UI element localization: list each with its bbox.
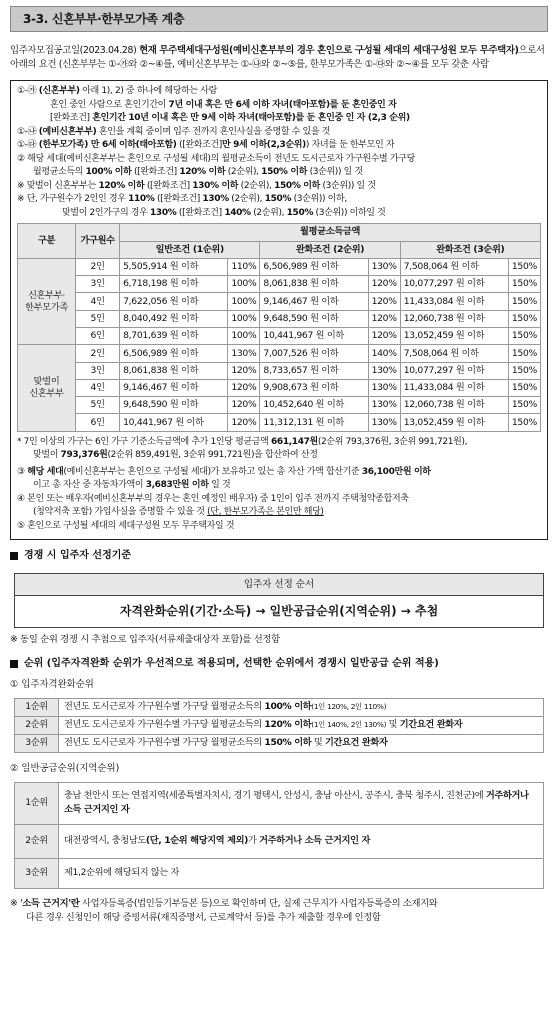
table-row <box>18 414 541 431</box>
income-cell: 8,733,657 원 이하 <box>260 362 368 379</box>
percent-cell: 120% <box>368 293 400 310</box>
percent-cell: 120% <box>228 397 260 414</box>
section-title-bar <box>10 6 548 32</box>
percent-cell: 100% <box>228 293 260 310</box>
income-cell: 5,505,914 원 이하 <box>120 258 228 275</box>
cond-line: ② 해당 세대(예비신혼부부는 혼인으로 구성될 세대)의 월평균소득이 전년도 도시근로자 가구원수별 가구당 <box>17 153 415 164</box>
th-group: 구분 <box>18 224 76 259</box>
table-row <box>18 379 541 396</box>
selection-order-body: 자격완화순위(기간·소득) → 일반공급순위(지역순위) → 추첨 <box>15 596 544 628</box>
cond-line: ①-㉰ (한부모가족) 만 6세 이하(태아포함) ([완화조건]만 9세 이하(2,3순위)) 자녀를 둔 한부모인 자 <box>17 140 395 151</box>
selection-order-table <box>14 573 544 628</box>
group-cell: 맞벌이 신혼부부 <box>18 345 76 431</box>
percent-cell: 100% <box>228 276 260 293</box>
intro-date: 입주자모집공고일(2023.04.28) <box>10 45 140 56</box>
selection-order-head: 입주자 선정 순서 <box>15 574 544 596</box>
income-cell: 9,146,467 원 이하 <box>120 379 228 396</box>
percent-cell: 120% <box>368 310 400 327</box>
household-size-cell: 6인 <box>76 414 120 431</box>
relaxed-rank-table <box>14 698 544 753</box>
percent-cell: 150% <box>508 345 540 362</box>
cond-line: ※ 맞벌이 신혼부부는 120% 이하 ([완화조건] 130% 이하 (2순위), 150% 이하 (3순위)) 일 것 <box>17 180 376 191</box>
square-bullet-icon <box>10 660 18 668</box>
income-cell: 11,433,084 원 이하 <box>400 379 508 396</box>
income-cell: 6,506,989 원 이하 <box>260 258 368 275</box>
percent-cell: 120% <box>368 276 400 293</box>
income-cell: 8,701,639 원 이하 <box>120 328 228 345</box>
rank-sub-2: ② 일반공급순위(지역순위) <box>10 762 120 774</box>
table-row <box>18 258 541 275</box>
income-cell: 10,441,967 원 이하 <box>260 328 368 345</box>
percent-cell: 120% <box>228 414 260 431</box>
table-row <box>18 276 541 293</box>
table-row: 2순위 대전광역시, 충청남도(단, 1순위 해당지역 제외)가 거주하거나 소득 근거지인 자 <box>15 824 544 858</box>
income-cell: 10,441,967 원 이하 <box>120 414 228 431</box>
cond-line: ①-㉯ (예비신혼부부) 혼인을 계획 중이며 입주 전까지 혼인사실을 증명할 수 있을 것 <box>17 126 331 137</box>
th-cond1: 일반조건 (1순위) <box>120 241 260 258</box>
after-line: (청약저축 포함) 가입사실을 증명할 수 있을 것 (단, 한부모가족은 본인만 해당) <box>33 507 324 518</box>
income-cell: 7,508,064 원 이하 <box>400 345 508 362</box>
after-line: 맞벌이 793,376원(2순위 859,491원, 3순위 991,721원)을 합산하여 산정 <box>33 450 318 461</box>
income-cell: 11,433,084 원 이하 <box>400 293 508 310</box>
income-cell: 6,718,198 원 이하 <box>120 276 228 293</box>
income-cell: 7,007,526 원 이하 <box>260 345 368 362</box>
household-size-cell: 5인 <box>76 397 120 414</box>
percent-cell: 120% <box>368 328 400 345</box>
percent-cell: 150% <box>508 276 540 293</box>
table-row: 2순위 전년도 도시근로자 가구원수별 가구당 월평균소득의 120% 이하(1인 140%, 2인 130%) 및 기간요건 완화자 <box>15 716 544 734</box>
after-line: 이고 총 자산 중 자동차가액이 3,683만원 이하 일 것 <box>33 480 231 491</box>
income-cell: 10,077,297 원 이하 <box>400 362 508 379</box>
after-line: ⑤ 혼인으로 구성될 세대의 세대구성원 모두 무주택자일 것 <box>17 520 235 531</box>
rank-sub-1: ① 입주자격완화순위 <box>10 678 94 690</box>
income-cell: 7,508,064 원 이하 <box>400 258 508 275</box>
percent-cell: 100% <box>228 328 260 345</box>
percent-cell: 150% <box>508 414 540 431</box>
percent-cell: 110% <box>228 258 260 275</box>
intro-rest: 으로서 아래의 요건 (신혼부부는 ①-㉮와 ②~④를, 예비신혼부부는 ①-㉯와 ②~⑤를, 한부모가족은 ①-㉰와 ②~④를 모두 갖춘 사람 <box>10 45 545 71</box>
percent-cell: 130% <box>368 397 400 414</box>
selection-note: ※ 동일 순위 경쟁 시 추첨으로 입주자(서류제출대상자 포함)를 선정함 <box>10 634 280 646</box>
income-cell: 10,077,297 원 이하 <box>400 276 508 293</box>
household-size-cell: 3인 <box>76 276 120 293</box>
cond-line: 월평균소득의 100% 이하 ([완화조건] 120% 이하 (2순위), 150% 이하 (3순위)) 일 것 <box>33 167 363 178</box>
percent-cell: 150% <box>508 379 540 396</box>
household-size-cell: 5인 <box>76 310 120 327</box>
percent-cell: 150% <box>508 293 540 310</box>
table-row <box>18 397 541 414</box>
cond-line: 맞벌이 2인가구의 경우 130% ([완화조건] 140% (2순위), 150% (3순위)) 이하일 것 <box>62 207 386 218</box>
percent-cell: 130% <box>368 258 400 275</box>
section-title: 3-3. 신혼부부·한부모가족 계층 <box>23 11 185 26</box>
income-cell: 8,061,838 원 이하 <box>260 276 368 293</box>
percent-cell: 150% <box>508 310 540 327</box>
household-size-cell: 6인 <box>76 328 120 345</box>
th-cond3: 완화조건 (3순위) <box>400 241 540 258</box>
selection-heading: 경쟁 시 입주자 선정기준 <box>10 549 548 563</box>
percent-cell: 130% <box>368 379 400 396</box>
income-cell: 12,060,738 원 이하 <box>400 397 508 414</box>
table-row <box>18 362 541 379</box>
table-row: 3순위 전년도 도시근로자 가구원수별 가구당 월평균소득의 150% 이하 및 기간요건 완화자 <box>15 734 544 752</box>
percent-cell: 150% <box>508 362 540 379</box>
percent-cell: 130% <box>368 362 400 379</box>
th-size: 가구원수 <box>76 224 120 259</box>
table-row: 3순위 제1,2순위에 해당되지 않는 자 <box>15 858 544 888</box>
percent-cell: 150% <box>508 397 540 414</box>
table-row <box>18 310 541 327</box>
income-cell: 12,060,738 원 이하 <box>400 310 508 327</box>
income-cell: 9,146,467 원 이하 <box>260 293 368 310</box>
income-cell: 11,312,131 원 이하 <box>260 414 368 431</box>
cond-line: ①-㉮ (신혼부부) 아래 1), 2) 중 하나에 해당하는 사람 <box>17 86 217 97</box>
percent-cell: 130% <box>368 414 400 431</box>
after-line: * 7인 이상의 가구는 6인 가구 기준소득금액에 추가 1인당 평균금액 661,147원(2순위 793,376원, 3순위 991,721원), <box>17 436 468 447</box>
condition-box <box>10 80 548 540</box>
group-cell: 신혼부부· 한부모가족 <box>18 258 76 344</box>
th-income: 월평균소득금액 <box>120 224 541 241</box>
income-cell: 13,052,459 원 이하 <box>400 328 508 345</box>
cond-line: [완화조건] 혼인기간 10년 이내 혹은 만 9세 이하 자녀(태아포함)를 둔 혼인중 인 자 (2,3 순위) <box>50 113 410 124</box>
household-size-cell: 3인 <box>76 362 120 379</box>
intro-bold: 현재 무주택세대구성원(예비신혼부부의 경우 혼인으로 구성될 세대의 세대구성원 모두 무주택자) <box>139 45 519 56</box>
percent-cell: 140% <box>368 345 400 362</box>
household-size-cell: 4인 <box>76 379 120 396</box>
household-size-cell: 2인 <box>76 345 120 362</box>
income-cell: 8,040,492 원 이하 <box>120 310 228 327</box>
income-cell: 6,506,989 원 이하 <box>120 345 228 362</box>
table-row <box>18 293 541 310</box>
income-cell: 8,061,838 원 이하 <box>120 362 228 379</box>
household-size-cell: 2인 <box>76 258 120 275</box>
cond-line: 혼인 중인 사람으로 혼인기간이 7년 이내 혹은 만 6세 이하 자녀(태아포함)를 둔 혼인중인 자 <box>50 99 397 110</box>
income-cell: 9,908,673 원 이하 <box>260 379 368 396</box>
percent-cell: 120% <box>228 362 260 379</box>
income-cell: 7,622,056 원 이하 <box>120 293 228 310</box>
table-row <box>18 345 541 362</box>
household-size-cell: 4인 <box>76 293 120 310</box>
intro-paragraph <box>10 44 548 72</box>
percent-cell: 150% <box>508 258 540 275</box>
income-cell: 10,452,640 원 이하 <box>260 397 368 414</box>
percent-cell: 150% <box>508 328 540 345</box>
general-rank-table <box>14 782 544 889</box>
square-bullet-icon <box>10 552 18 560</box>
percent-cell: 100% <box>228 310 260 327</box>
cond-line: ※ 단, 가구원수가 2인인 경우 110% ([완화조건] 130% (2순위), 150% (3순위)) 이하, <box>17 194 347 205</box>
after-line: ④ 본인 또는 배우자(예비신혼부부의 경우는 혼인 예정인 배우자) 중 1인이 입주 전까지 주택청약종합저축 <box>17 493 409 504</box>
th-cond2: 완화조건 (2순위) <box>260 241 400 258</box>
income-table <box>17 223 541 432</box>
percent-cell: 130% <box>228 345 260 362</box>
income-cell: 9,648,590 원 이하 <box>260 310 368 327</box>
table-row <box>18 328 541 345</box>
footer-note: ※ '소득 근거지'란 사업자등록증(법인등기부등본 등)으로 확인하며 단, 실제 근무지가 사업자등록증의 소재지와 다른 경우 신청인이 해당 증빙서류(재직증명서, 근로계약서 등)를 추가 제출할 경우에 인정함 <box>10 897 438 924</box>
rank-heading: 순위 (입주자격완화 순위가 우선적으로 적용되며, 선택한 순위에서 경쟁시 일반공급 순위 적용) <box>10 657 548 671</box>
table-row: 1순위 전년도 도시근로자 가구원수별 가구당 월평균소득의 100% 이하(1인 120%, 2인 110%) <box>15 698 544 716</box>
income-cell: 9,648,590 원 이하 <box>120 397 228 414</box>
table-row: 1순위 충남 천안시 또는 연접지역(세종특별자치시, 경기 평택시, 안성시, 충남 아산시, 공주시, 충북 청주시, 진천군)에 거주하거나 소득 근거지인 자 <box>15 782 544 824</box>
income-cell: 13,052,459 원 이하 <box>400 414 508 431</box>
percent-cell: 120% <box>228 379 260 396</box>
after-line: ③ 해당 세대(예비신혼부부는 혼인으로 구성될 세대)가 보유하고 있는 총 자산 가액 합산기준 36,100만원 이하 <box>17 466 431 477</box>
